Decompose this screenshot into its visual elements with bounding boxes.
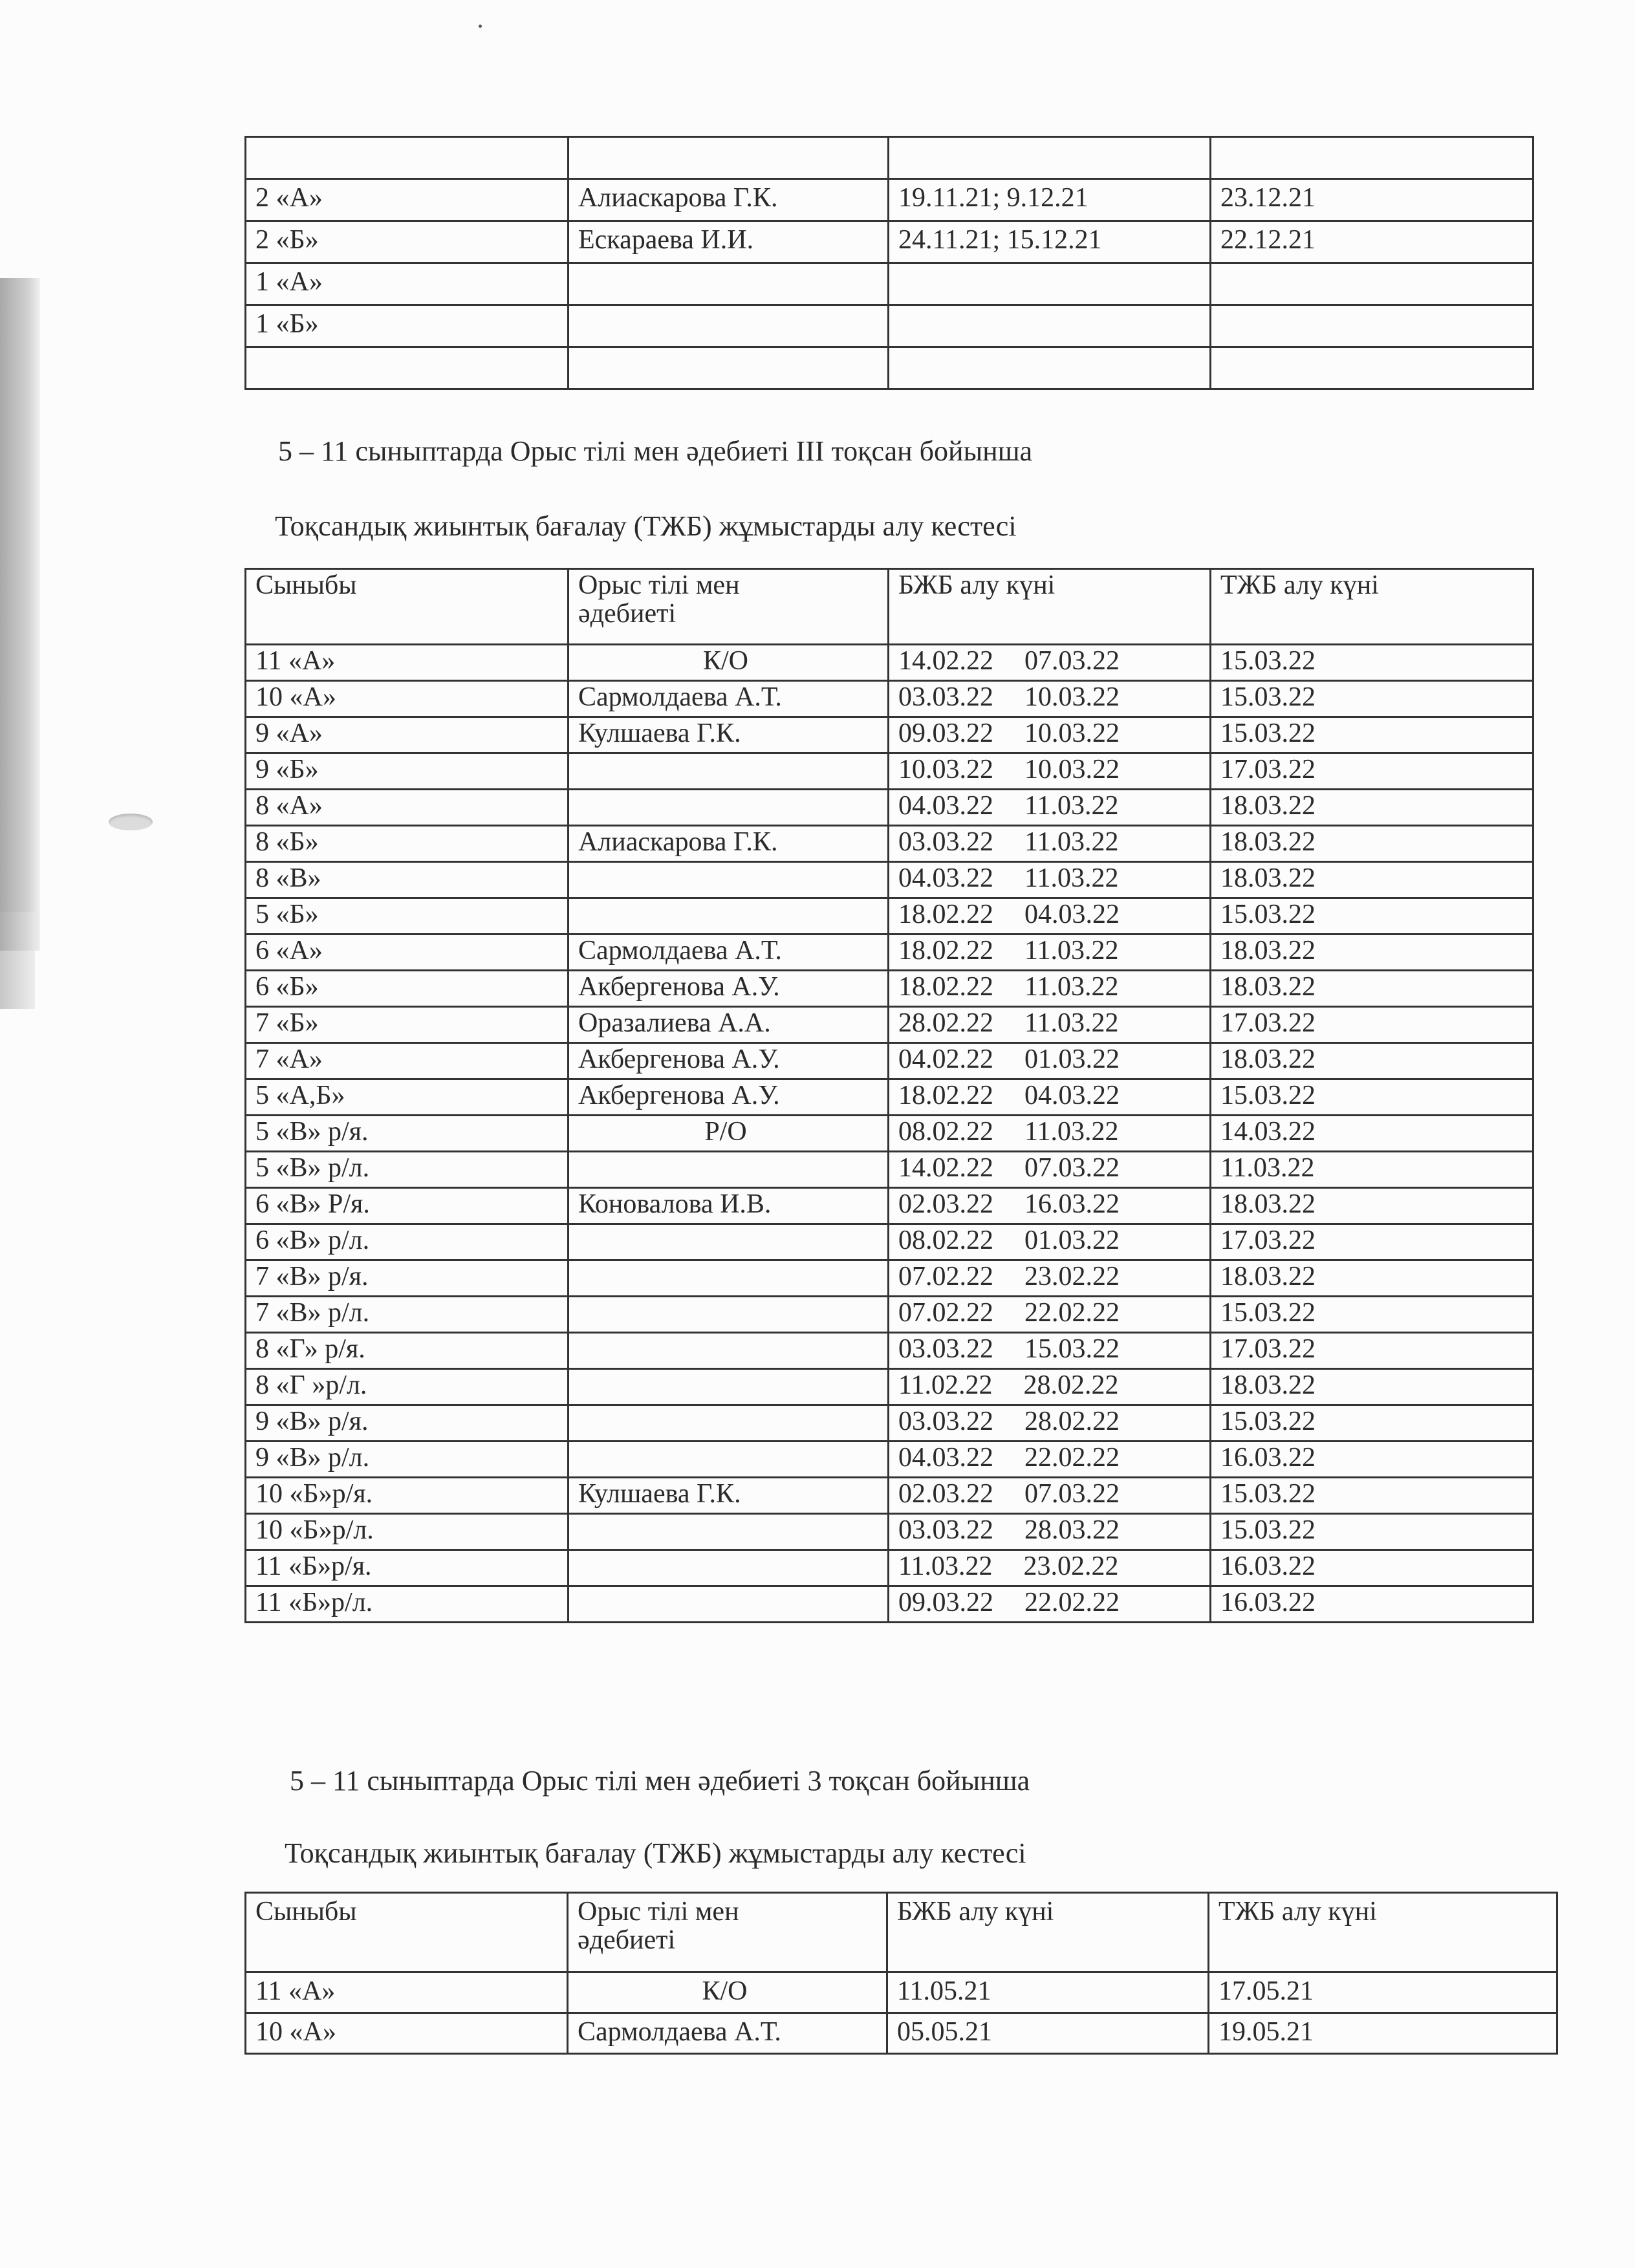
cell-class: 8 «Г» р/я. — [246, 1333, 568, 1369]
bzhb-date-first: 04.03.22 — [898, 791, 993, 821]
cell-bzhb-dates — [889, 826, 1211, 862]
table-row — [246, 1586, 1533, 1623]
table-row — [246, 971, 1533, 1007]
table-row — [246, 179, 1533, 221]
cell-tzhb-date: 17.03.22 — [1211, 1333, 1533, 1369]
cell-tzhb-date — [1211, 347, 1533, 389]
cell-teacher: Сармолдаева А.Т. — [568, 934, 889, 971]
cell-teacher — [568, 1550, 889, 1586]
bzhb-date-first: 02.03.22 — [898, 1479, 993, 1509]
cell-bzhb-dates — [889, 1007, 1211, 1043]
cell-class: 5 «В» р/л. — [246, 1152, 568, 1188]
table-row — [246, 1514, 1533, 1550]
cell-teacher — [568, 1224, 889, 1260]
cell-class: 5 «В» р/я. — [246, 1116, 568, 1152]
cell-bzhb-dates — [889, 862, 1211, 898]
table-row — [246, 1297, 1533, 1333]
bzhb-date-second: 11.03.22 — [1024, 1008, 1119, 1038]
table-row — [246, 826, 1533, 862]
cell-teacher — [568, 347, 889, 389]
cell-class: 9 «Б» — [246, 753, 568, 790]
cell-class: 1 «Б» — [246, 305, 568, 347]
cell-tzhb-date: 15.03.22 — [1211, 645, 1533, 681]
bzhb-date-second: 23.02.22 — [1023, 1551, 1119, 1581]
cell-class: 6 «Б» — [246, 971, 568, 1007]
cell-teacher — [568, 1297, 889, 1333]
column-header-class: Сыныбы — [246, 569, 568, 645]
cell-tzhb-date: 16.03.22 — [1211, 1442, 1533, 1478]
cell-teacher — [568, 862, 889, 898]
cell-bzhb-date: 19.11.21; 9.12.21 — [889, 179, 1211, 221]
cell-class: 5 «Б» — [246, 898, 568, 934]
column-header-tzhb-date: ТЖБ алу күні — [1211, 569, 1533, 645]
bzhb-date-second: 11.03.22 — [1024, 791, 1119, 821]
table-row — [246, 1478, 1533, 1514]
cell-class: 5 «А,Б» — [246, 1079, 568, 1116]
cell-bzhb-dates — [889, 1442, 1211, 1478]
cell-teacher — [568, 1369, 889, 1405]
cell-tzhb-date: 16.03.22 — [1211, 1550, 1533, 1586]
cell-class — [246, 347, 568, 389]
bzhb-date-first: 11.03.22 — [898, 1551, 993, 1581]
cell-teacher: Алиаскарова Г.К. — [568, 826, 889, 862]
cell-bzhb-dates — [889, 717, 1211, 753]
cell-bzhb-dates — [889, 934, 1211, 971]
cell-teacher — [568, 1514, 889, 1550]
table-row — [246, 305, 1533, 347]
cell-class: 7 «Б» — [246, 1007, 568, 1043]
bzhb-date-first: 09.03.22 — [898, 1588, 993, 1617]
cell-teacher — [568, 1260, 889, 1297]
table-row — [246, 263, 1533, 305]
cell-teacher: Оразалиева А.А. — [568, 1007, 889, 1043]
cell-class: 9 «В» р/л. — [246, 1442, 568, 1478]
bzhb-date-second: 10.03.22 — [1024, 682, 1120, 712]
table-row — [246, 790, 1533, 826]
cell-class: 10 «А» — [246, 2013, 568, 2054]
cell-tzhb-date: 11.03.22 — [1211, 1152, 1533, 1188]
table-row — [246, 1007, 1533, 1043]
table-row — [246, 1116, 1533, 1152]
bzhb-date-first: 03.03.22 — [898, 1334, 993, 1364]
cell-teacher: К/О — [568, 645, 889, 681]
bzhb-date-first: 02.03.22 — [898, 1189, 993, 1219]
cell-class: 1 «А» — [246, 263, 568, 305]
bzhb-date-second: 15.03.22 — [1024, 1334, 1120, 1364]
column-header-bzhb-date: БЖБ алу күні — [889, 569, 1211, 645]
cell-bzhb-date — [889, 347, 1211, 389]
section-heading-q3-roman: 5 – 11 сыныптарда Орыс тілі мен әдебиеті III тоқсан бойынша — [278, 435, 1033, 467]
cell-bzhb-dates — [889, 1514, 1211, 1550]
cell-teacher — [568, 137, 889, 179]
bzhb-date-first: 11.02.22 — [898, 1370, 993, 1400]
section-subheading-q3-roman: Тоқсандық жиынтық бағалау (ТЖБ) жұмыстарды алу кестесі — [275, 510, 1017, 542]
bzhb-date-second: 23.02.22 — [1024, 1262, 1120, 1291]
cell-class: 8 «Б» — [246, 826, 568, 862]
scan-speck — [479, 25, 482, 28]
cell-tzhb-date: 15.03.22 — [1211, 1079, 1533, 1116]
table-row — [246, 1550, 1533, 1586]
cell-bzhb-dates — [889, 898, 1211, 934]
bzhb-date-second: 01.03.22 — [1024, 1226, 1120, 1255]
bzhb-date-first: 14.02.22 — [898, 646, 993, 676]
bzhb-date-first: 07.02.22 — [898, 1262, 993, 1291]
cell-teacher — [568, 1586, 889, 1623]
bzhb-date-second: 07.03.22 — [1024, 646, 1120, 676]
cell-teacher: Алиаскарова Г.К. — [568, 179, 889, 221]
table-row — [246, 1188, 1533, 1224]
cell-bzhb-dates — [889, 1333, 1211, 1369]
column-header-subject: Орыс тілі мен әдебиеті — [568, 569, 889, 645]
cell-tzhb-date: 15.03.22 — [1211, 898, 1533, 934]
bzhb-date-second: 11.03.22 — [1024, 863, 1119, 893]
cell-teacher — [568, 1405, 889, 1442]
cell-class: 10 «Б»р/я. — [246, 1478, 568, 1514]
cell-bzhb-dates — [889, 790, 1211, 826]
section-heading-q3-arabic: 5 – 11 сыныптарда Орыс тілі мен әдебиеті 3 тоқсан бойынша — [290, 1765, 1030, 1797]
cell-teacher: Акбергенова А.У. — [568, 1043, 889, 1079]
cell-teacher: Акбергенова А.У. — [568, 1079, 889, 1116]
bzhb-date-second: 11.03.22 — [1024, 936, 1119, 966]
bzhb-date-first: 04.02.22 — [898, 1044, 993, 1074]
cell-tzhb-date: 15.03.22 — [1211, 1297, 1533, 1333]
cell-tzhb-date: 18.03.22 — [1211, 826, 1533, 862]
table-row — [246, 1043, 1533, 1079]
scan-edge-shadow — [0, 278, 40, 951]
cell-class: 9 «В» р/я. — [246, 1405, 568, 1442]
cell-class: 8 «В» — [246, 862, 568, 898]
cell-teacher: Р/О — [568, 1116, 889, 1152]
table-row — [246, 1260, 1533, 1297]
cell-bzhb-date: 24.11.21; 15.12.21 — [889, 221, 1211, 263]
cell-bzhb-dates — [889, 1079, 1211, 1116]
cell-class: 7 «А» — [246, 1043, 568, 1079]
table-q3-roman-schedule — [244, 568, 1534, 1623]
cell-bzhb-dates — [889, 681, 1211, 717]
bzhb-date-second: 22.02.22 — [1024, 1443, 1120, 1473]
cell-bzhb-dates — [889, 753, 1211, 790]
table-row — [246, 1369, 1533, 1405]
cell-tzhb-date — [1211, 137, 1533, 179]
cell-tzhb-date: 18.03.22 — [1211, 934, 1533, 971]
cell-class: 9 «А» — [246, 717, 568, 753]
cell-class: 11 «А» — [246, 1972, 568, 2013]
cell-class: 10 «А» — [246, 681, 568, 717]
cell-teacher: К/О — [568, 1972, 887, 2013]
bzhb-date-first: 14.02.22 — [898, 1153, 993, 1183]
bzhb-date-first: 03.03.22 — [898, 1515, 993, 1545]
table-row — [246, 898, 1533, 934]
table-row — [246, 1405, 1533, 1442]
cell-tzhb-date: 18.03.22 — [1211, 862, 1533, 898]
cell-bzhb-dates — [889, 1260, 1211, 1297]
bzhb-date-first: 10.03.22 — [898, 755, 993, 784]
cell-class: 8 «Г »р/л. — [246, 1369, 568, 1405]
bzhb-date-first: 28.02.22 — [898, 1008, 993, 1038]
bzhb-date-second: 07.03.22 — [1024, 1479, 1120, 1509]
cell-tzhb-date: 15.03.22 — [1211, 1478, 1533, 1514]
bzhb-date-second: 10.03.22 — [1024, 755, 1120, 784]
table-row — [246, 717, 1533, 753]
cell-bzhb-dates — [889, 971, 1211, 1007]
punch-hole-mark — [109, 814, 153, 830]
table-row — [246, 137, 1533, 179]
cell-teacher: Сармолдаева А.Т. — [568, 2013, 887, 2054]
cell-tzhb-date: 16.03.22 — [1211, 1586, 1533, 1623]
bzhb-date-first: 08.02.22 — [898, 1226, 993, 1255]
cell-class: 8 «А» — [246, 790, 568, 826]
table-row — [246, 347, 1533, 389]
bzhb-date-second: 11.03.22 — [1024, 827, 1119, 857]
cell-tzhb-date: 15.03.22 — [1211, 1405, 1533, 1442]
table-top-continuation — [244, 136, 1534, 390]
cell-class: 6 «А» — [246, 934, 568, 971]
bzhb-date-second: 11.03.22 — [1024, 1117, 1119, 1147]
bzhb-date-second: 28.03.22 — [1024, 1515, 1120, 1545]
table-header-row — [246, 1893, 1557, 1972]
cell-tzhb-date: 14.03.22 — [1211, 1116, 1533, 1152]
bzhb-date-second: 28.02.22 — [1024, 1407, 1120, 1436]
cell-teacher — [568, 898, 889, 934]
cell-bzhb-dates — [889, 1043, 1211, 1079]
table-row — [246, 934, 1533, 971]
cell-tzhb-date: 18.03.22 — [1211, 1188, 1533, 1224]
cell-tzhb-date: 15.03.22 — [1211, 1514, 1533, 1550]
cell-teacher: Ескараева И.И. — [568, 221, 889, 263]
cell-tzhb-date: 18.03.22 — [1211, 790, 1533, 826]
cell-bzhb-dates — [889, 1224, 1211, 1260]
cell-tzhb-date: 17.05.21 — [1209, 1972, 1557, 2013]
cell-class: 11 «Б»р/л. — [246, 1586, 568, 1623]
table-row — [246, 1079, 1533, 1116]
cell-bzhb-dates — [889, 645, 1211, 681]
column-header-tzhb-date: ТЖБ алу күні — [1209, 1893, 1557, 1972]
cell-bzhb-dates — [889, 1405, 1211, 1442]
cell-tzhb-date: 17.03.22 — [1211, 1224, 1533, 1260]
cell-bzhb-dates — [889, 1188, 1211, 1224]
bzhb-date-first: 07.02.22 — [898, 1298, 993, 1328]
cell-teacher — [568, 1333, 889, 1369]
cell-bzhb-date — [889, 137, 1211, 179]
bzhb-date-first: 08.02.22 — [898, 1117, 993, 1147]
bzhb-date-second: 01.03.22 — [1024, 1044, 1120, 1074]
scan-edge-shadow — [0, 912, 35, 1009]
table-row — [246, 753, 1533, 790]
table-row — [246, 645, 1533, 681]
cell-teacher — [568, 1442, 889, 1478]
column-header-bzhb-date: БЖБ алу күні — [887, 1893, 1209, 1972]
table-row — [246, 1972, 1557, 2013]
cell-teacher: Кулшаева Г.К. — [568, 1478, 889, 1514]
cell-tzhb-date: 18.03.22 — [1211, 971, 1533, 1007]
cell-class: 6 «В» Р/я. — [246, 1188, 568, 1224]
table-row — [246, 1224, 1533, 1260]
column-header-class: Сыныбы — [246, 1893, 568, 1972]
table-row — [246, 221, 1533, 263]
cell-teacher: Кулшаева Г.К. — [568, 717, 889, 753]
column-header-subject: Орыс тілі мен әдебиеті — [568, 1893, 887, 1972]
cell-bzhb-dates — [889, 1550, 1211, 1586]
bzhb-date-second: 22.02.22 — [1024, 1588, 1120, 1617]
cell-tzhb-date: 15.03.22 — [1211, 681, 1533, 717]
cell-class: 2 «Б» — [246, 221, 568, 263]
cell-teacher — [568, 1152, 889, 1188]
bzhb-date-first: 18.02.22 — [898, 972, 993, 1002]
cell-class: 11 «Б»р/я. — [246, 1550, 568, 1586]
table-row — [246, 862, 1533, 898]
cell-tzhb-date: 19.05.21 — [1209, 2013, 1557, 2054]
bzhb-date-first: 09.03.22 — [898, 718, 993, 748]
cell-bzhb-dates — [889, 1478, 1211, 1514]
section-subheading-q3-arabic: Тоқсандық жиынтық бағалау (ТЖБ) жұмыстарды алу кестесі — [285, 1837, 1026, 1869]
table-row — [246, 1333, 1533, 1369]
cell-teacher: Сармолдаева А.Т. — [568, 681, 889, 717]
cell-tzhb-date: 18.03.22 — [1211, 1043, 1533, 1079]
cell-bzhb-dates — [889, 1369, 1211, 1405]
table-row — [246, 681, 1533, 717]
cell-class: 11 «А» — [246, 645, 568, 681]
cell-class: 6 «В» р/л. — [246, 1224, 568, 1260]
cell-tzhb-date: 18.03.22 — [1211, 1260, 1533, 1297]
bzhb-date-second: 11.03.22 — [1024, 972, 1119, 1002]
bzhb-date-first: 04.03.22 — [898, 1443, 993, 1473]
cell-tzhb-date — [1211, 305, 1533, 347]
bzhb-date-first: 03.03.22 — [898, 682, 993, 712]
cell-teacher — [568, 305, 889, 347]
cell-teacher: Акбергенова А.У. — [568, 971, 889, 1007]
bzhb-date-second: 28.02.22 — [1023, 1370, 1119, 1400]
cell-class: 7 «В» р/л. — [246, 1297, 568, 1333]
cell-bzhb-dates — [889, 1116, 1211, 1152]
cell-teacher: Коновалова И.В. — [568, 1188, 889, 1224]
table-q3-arabic-schedule — [244, 1892, 1558, 2055]
cell-bzhb-date: 05.05.21 — [887, 2013, 1209, 2054]
table-row — [246, 2013, 1557, 2054]
bzhb-date-second: 04.03.22 — [1024, 900, 1120, 929]
cell-tzhb-date: 23.12.21 — [1211, 179, 1533, 221]
cell-class: 10 «Б»р/л. — [246, 1514, 568, 1550]
cell-teacher — [568, 753, 889, 790]
cell-class: 2 «А» — [246, 179, 568, 221]
bzhb-date-second: 16.03.22 — [1024, 1189, 1120, 1219]
cell-bzhb-date — [889, 263, 1211, 305]
bzhb-date-first: 18.02.22 — [898, 900, 993, 929]
cell-tzhb-date: 22.12.21 — [1211, 221, 1533, 263]
bzhb-date-second: 04.03.22 — [1024, 1081, 1120, 1110]
cell-bzhb-dates — [889, 1297, 1211, 1333]
cell-bzhb-dates — [889, 1152, 1211, 1188]
bzhb-date-first: 04.03.22 — [898, 863, 993, 893]
cell-class — [246, 137, 568, 179]
cell-tzhb-date: 17.03.22 — [1211, 1007, 1533, 1043]
bzhb-date-first: 03.03.22 — [898, 827, 993, 857]
bzhb-date-second: 07.03.22 — [1024, 1153, 1120, 1183]
bzhb-date-first: 18.02.22 — [898, 936, 993, 966]
table-row — [246, 1152, 1533, 1188]
cell-teacher — [568, 790, 889, 826]
cell-tzhb-date: 17.03.22 — [1211, 753, 1533, 790]
table-header-row — [246, 569, 1533, 645]
cell-class: 7 «В» р/я. — [246, 1260, 568, 1297]
bzhb-date-first: 03.03.22 — [898, 1407, 993, 1436]
bzhb-date-second: 22.02.22 — [1024, 1298, 1120, 1328]
bzhb-date-second: 10.03.22 — [1024, 718, 1120, 748]
table-row — [246, 1442, 1533, 1478]
cell-tzhb-date: 15.03.22 — [1211, 717, 1533, 753]
cell-bzhb-date — [889, 305, 1211, 347]
cell-bzhb-date: 11.05.21 — [887, 1972, 1209, 2013]
bzhb-date-first: 18.02.22 — [898, 1081, 993, 1110]
cell-teacher — [568, 263, 889, 305]
cell-tzhb-date — [1211, 263, 1533, 305]
cell-tzhb-date: 18.03.22 — [1211, 1369, 1533, 1405]
cell-bzhb-dates — [889, 1586, 1211, 1623]
